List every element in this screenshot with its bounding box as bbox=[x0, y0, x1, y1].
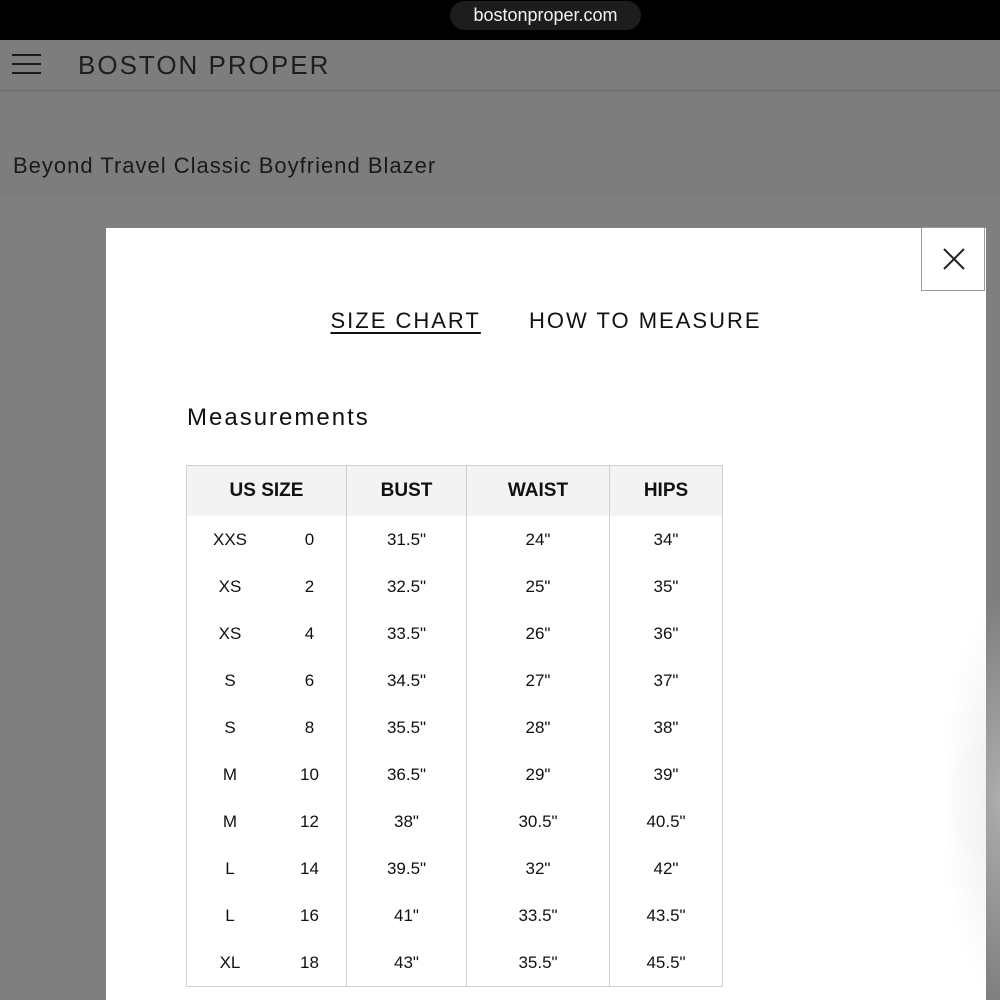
waist-value: 32" bbox=[467, 845, 610, 892]
size-number: 12 bbox=[273, 798, 347, 845]
hips-value: 42" bbox=[610, 845, 723, 892]
hips-value: 40.5" bbox=[610, 798, 723, 845]
close-modal-button[interactable] bbox=[921, 227, 985, 291]
waist-value: 33.5" bbox=[467, 892, 610, 939]
header-hips: HIPS bbox=[610, 466, 723, 517]
table-row bbox=[187, 516, 723, 563]
bust-value: 32.5" bbox=[347, 563, 467, 610]
hips-value: 36" bbox=[610, 610, 723, 657]
modal-tabs bbox=[106, 308, 986, 334]
bust-value: 41" bbox=[347, 892, 467, 939]
header-waist: WAIST bbox=[467, 466, 610, 517]
close-icon bbox=[942, 247, 966, 271]
size-number: 8 bbox=[273, 704, 347, 751]
size-number: 18 bbox=[273, 939, 347, 987]
size-letter: L bbox=[187, 845, 274, 892]
product-title: Beyond Travel Classic Boyfriend Blazer bbox=[13, 153, 437, 178]
waist-value: 29" bbox=[467, 751, 610, 798]
tab-how-to-measure[interactable]: HOW TO MEASURE bbox=[528, 308, 762, 333]
table-row bbox=[187, 704, 723, 751]
tab-size-chart[interactable]: SIZE CHART bbox=[330, 308, 481, 333]
hips-value: 37" bbox=[610, 657, 723, 704]
header-us-size: US SIZE bbox=[187, 466, 347, 517]
hips-value: 45.5" bbox=[610, 939, 723, 987]
size-letter: S bbox=[187, 704, 274, 751]
measurements-heading: Measurements bbox=[187, 404, 370, 431]
bust-value: 39.5" bbox=[347, 845, 467, 892]
table-row bbox=[187, 657, 723, 704]
hips-value: 34" bbox=[610, 516, 723, 563]
size-number: 6 bbox=[273, 657, 347, 704]
size-chart-modal bbox=[106, 228, 986, 1000]
size-letter: M bbox=[187, 751, 274, 798]
browser-url-bar bbox=[0, 0, 1000, 40]
size-letter: S bbox=[187, 657, 274, 704]
bust-value: 31.5" bbox=[347, 516, 467, 563]
size-number: 14 bbox=[273, 845, 347, 892]
hips-value: 43.5" bbox=[610, 892, 723, 939]
size-number: 10 bbox=[273, 751, 347, 798]
brand-logo[interactable]: BOSTON PROPER bbox=[78, 50, 331, 80]
size-letter: XXS bbox=[187, 516, 274, 563]
waist-value: 27" bbox=[467, 657, 610, 704]
bust-value: 36.5" bbox=[347, 751, 467, 798]
waist-value: 35.5" bbox=[467, 939, 610, 987]
size-letter: XS bbox=[187, 563, 274, 610]
size-number: 16 bbox=[273, 892, 347, 939]
size-letter: XS bbox=[187, 610, 274, 657]
waist-value: 30.5" bbox=[467, 798, 610, 845]
size-number: 0 bbox=[273, 516, 347, 563]
waist-value: 25" bbox=[467, 563, 610, 610]
size-letter: M bbox=[187, 798, 274, 845]
table-row bbox=[187, 845, 723, 892]
bust-value: 34.5" bbox=[347, 657, 467, 704]
table-row bbox=[187, 610, 723, 657]
waist-value: 26" bbox=[467, 610, 610, 657]
size-letter: L bbox=[187, 892, 274, 939]
bust-value: 35.5" bbox=[347, 704, 467, 751]
table-row bbox=[187, 892, 723, 939]
waist-value: 28" bbox=[467, 704, 610, 751]
table-row bbox=[187, 751, 723, 798]
table-row bbox=[187, 798, 723, 845]
hips-value: 35" bbox=[610, 563, 723, 610]
size-chart-table bbox=[186, 465, 723, 987]
hamburger-menu-icon[interactable] bbox=[12, 54, 41, 76]
bust-value: 33.5" bbox=[347, 610, 467, 657]
bust-value: 43" bbox=[347, 939, 467, 987]
table-row bbox=[187, 563, 723, 610]
url-field[interactable]: bostonproper.com bbox=[450, 1, 641, 30]
header-bust: BUST bbox=[347, 466, 467, 517]
size-number: 2 bbox=[273, 563, 347, 610]
site-header bbox=[0, 40, 1000, 91]
hips-value: 38" bbox=[610, 704, 723, 751]
table-row bbox=[187, 939, 723, 987]
size-letter: XL bbox=[187, 939, 274, 987]
waist-value: 24" bbox=[467, 516, 610, 563]
bust-value: 38" bbox=[347, 798, 467, 845]
hips-value: 39" bbox=[610, 751, 723, 798]
table-header-row bbox=[187, 466, 723, 517]
size-number: 4 bbox=[273, 610, 347, 657]
